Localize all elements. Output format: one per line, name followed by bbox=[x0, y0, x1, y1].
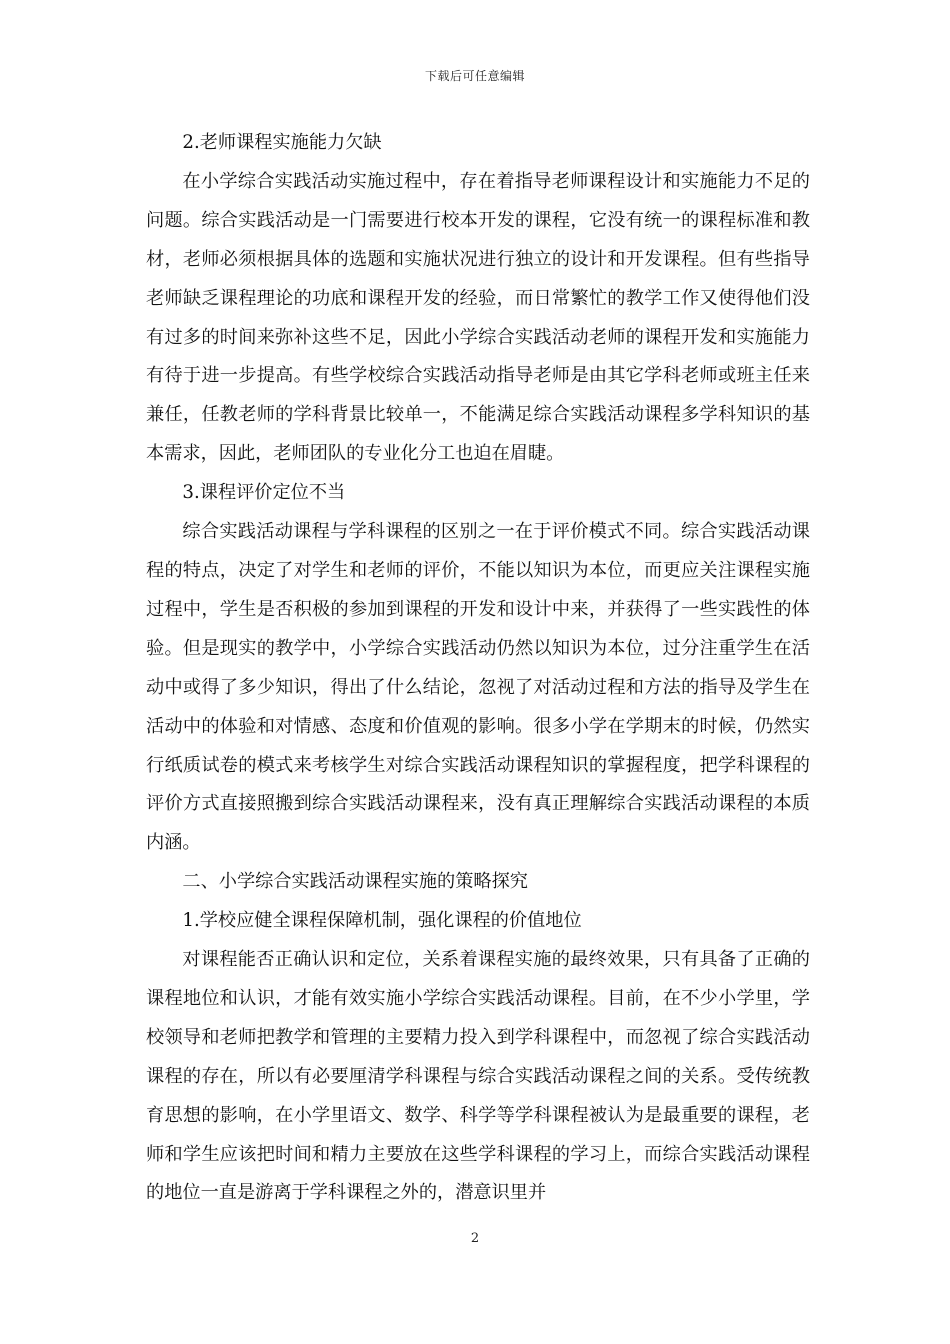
section-heading-guarantee-mechanism: 1.学校应健全课程保障机制，强化课程的价值地位 bbox=[182, 910, 582, 932]
paragraph-guarantee-mechanism: 对课程能否正确认识和定位，关系着课程实施的最终效果，只有具备了正确的课程地位和认识，才能有效实施小学综合实践活动课程。目前，在不少小学里，学校领导和老师把教学和管理的主要精力投入到学科课程中，而忽视了综合实践活动课程的存在，所以有必要厘清学科课程与综合实践活动课程之间的关系。受传统教育思想的影响，在小学里语文、数学、科学等学科课程被认为是最重要的课程，老师和学生应该把时间和精力主要放在这些学科课程的学习上，而综合实践活动课程的地位一直是游离于学科课程之外的，潜意识里并 bbox=[146, 949, 810, 1204]
document-body bbox=[146, 124, 810, 1213]
paragraph-teacher-ability: 在小学综合实践活动实施过程中，存在着指导老师课程设计和实施能力不足的问题。综合实践活动是一门需要进行校本开发的课程，它没有统一的课程标准和教材，老师必须根据具体的选题和实施状况进行独立的设计和开发课程。但有些指导老师缺乏课程理论的功底和课程开发的经验，而日常繁忙的教学工作又使得他们没有过多的时间来弥补这些不足，因此小学综合实践活动老师的课程开发和实施能力有待于进一步提高。有些学校综合实践活动指导老师是由其它学科老师或班主任来兼任，任教老师的学科背景比较单一，不能满足综合实践活动课程多学科知识的基本需求，因此，老师团队的专业化分工也迫在眉睫。 bbox=[146, 170, 810, 465]
section-heading-strategy: 二、小学综合实践活动课程实施的策略探究 bbox=[182, 871, 528, 893]
section-heading-evaluation: 3.课程评价定位不当 bbox=[182, 482, 346, 504]
paragraph-evaluation: 综合实践活动课程与学科课程的区别之一在于评价模式不同。综合实践活动课程的特点，决定了对学生和老师的评价，不能以知识为本位，而更应关注课程实施过程中，学生是否积极的参加到课程的开发和设计中来，并获得了一些实践性的体验。但是现实的教学中，小学综合实践活动仍然以知识为本位，过分注重学生在活动中或得了多少知识，得出了什么结论，忽视了对活动过程和方法的指导及学生在活动中的体验和对情感、态度和价值观的影响。很多小学在学期末的时候，仍然实行纸质试卷的模式来考核学生对综合实践活动课程知识的掌握程度，把学科课程的评价方式直接照搬到综合实践活动课程来，没有真正理解综合实践活动课程的本质内涵。 bbox=[146, 521, 810, 854]
section-heading-teacher-ability: 2.老师课程实施能力欠缺 bbox=[182, 132, 382, 153]
page-number: 2 bbox=[470, 1231, 480, 1246]
page-header: 下载后可任意编辑 bbox=[424, 69, 525, 83]
